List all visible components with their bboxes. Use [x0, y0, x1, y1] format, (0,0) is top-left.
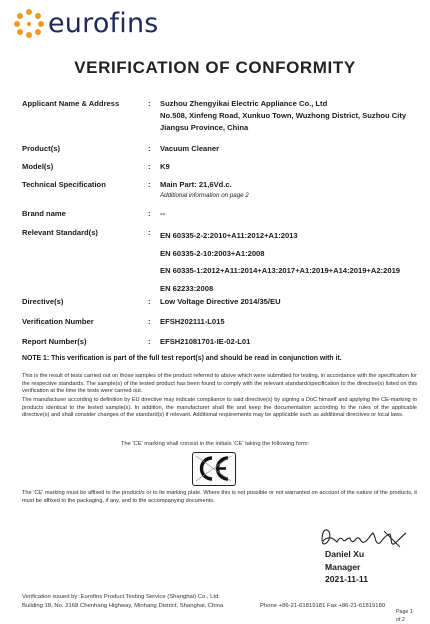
brand-label: Brand name — [22, 209, 66, 218]
standard-item: EN 60335-2-2:2010+A11:2012+A1:2013 — [160, 231, 298, 240]
paragraph-tests: This is the result of tests carried out on those samples of the product referred to above which were submitted for testing, in accordance with the specification for the respective standards. The sample(s) of the tested product has been found to comply with the relevant standard/specification to the directive(s) listed on this verification at the time the tests were carried out. — [22, 373, 417, 395]
report-label: Report Number(s) — [22, 337, 87, 346]
colon: : — [148, 180, 151, 189]
standards-value — [160, 230, 430, 294]
model-value: K9 — [160, 162, 170, 171]
note-1: NOTE 1: This verification is part of the full test report(s) and should be read in conjunction with it. — [22, 355, 342, 362]
report-value: EFSH21081701-IE-02-L01 — [160, 337, 251, 346]
signatory-role: Manager — [325, 561, 361, 572]
ce-caption: The 'CE' marking shall consist in the initials 'CE' taking the following form: — [120, 441, 310, 447]
applicant-line: No.508, Xinfeng Road, Xunkuo Town, Wuzhong District, Suzhou City — [160, 111, 407, 120]
eurofins-dots-icon — [14, 8, 44, 38]
colon: : — [148, 99, 151, 108]
verification-value: EFSH202111-L015 — [160, 317, 225, 326]
issuer-address: Building 18, No. 2168 Chenhang Highway, Minhang District, Shanghai, China — [22, 603, 224, 609]
colon: : — [148, 209, 151, 218]
tech-spec-note: Additional information on page 2 — [160, 192, 249, 199]
colon: : — [148, 162, 151, 171]
eurofins-logo — [14, 6, 159, 40]
tech-spec-main: Main Part: 21,6Vd.c. — [160, 180, 232, 189]
product-label: Product(s) — [22, 144, 60, 153]
verification-label: Verification Number — [22, 317, 94, 326]
signatory-block — [325, 548, 368, 586]
colon: : — [148, 228, 151, 237]
directive-label: Directive(s) — [22, 297, 64, 306]
brand-value: -- — [160, 209, 166, 218]
signatory-date: 2021-11-11 — [325, 574, 369, 584]
paragraph-ce-affix: The 'CE' marking must be affixed to the product/s or to its marking plate. Where this is not possible or not warranted on account of the nature of the products, it must be affixed to the packaging, if any, and to the accompanying documents. — [22, 490, 417, 504]
standard-item: EN 60335-2-10:2003+A1:2008 — [160, 248, 265, 258]
standard-item: EN 62233:2008 — [160, 283, 214, 293]
ce-mark-icon — [192, 452, 236, 486]
issued-by: Verification issued by: Eurofins Product Testing Service (Shanghai) Co., Ltd. — [22, 594, 220, 600]
applicant-label: Applicant Name & Address — [22, 99, 120, 108]
standards-label: Relevant Standard(s) — [22, 228, 98, 237]
applicant-line: Suzhou Zhengyikai Electric Appliance Co., Ltd — [160, 99, 328, 108]
paragraph-manufacturer: The manufacturer according to definition by EU directive may indicate compliance to said directive(s) by signing a DoC himself and applying the CE-marking to products identical to the tested sample(s). In addition, the manufacturer shall file and keep the documentation according to the rules of the applicable directive(s) and shall consider changes of the standard(s) if relevant. Additional requirements may be applicable such as additional directives or local laws. — [22, 397, 417, 419]
phone-fax: Phone +86-21-61819181 Fax +86-21-61819180 — [260, 603, 386, 609]
standard-item: EN 60335-1:2012+A11:2014+A13:2017+A1:2019+A14:2019+A2:2019 — [160, 266, 401, 275]
signatory-name: Daniel Xu — [325, 549, 365, 559]
tech-spec-label: Technical Specification — [22, 180, 106, 189]
colon: : — [148, 144, 151, 153]
colon: : — [148, 317, 151, 326]
applicant-line: Jiangsu Province, China — [160, 123, 249, 132]
directive-value: Low Voltage Directive 2014/35/EU — [160, 297, 281, 306]
page-number: Page 1 of 2 — [396, 609, 413, 623]
product-value: Vacuum Cleaner — [160, 144, 220, 153]
applicant-value — [160, 98, 430, 133]
colon: : — [148, 297, 151, 306]
tech-spec-value — [160, 179, 430, 201]
colon: : — [148, 337, 151, 346]
logo-text: eurofins — [48, 7, 159, 39]
document-title: VERIFICATION OF CONFORMITY — [74, 58, 356, 77]
model-label: Model(s) — [22, 162, 54, 171]
